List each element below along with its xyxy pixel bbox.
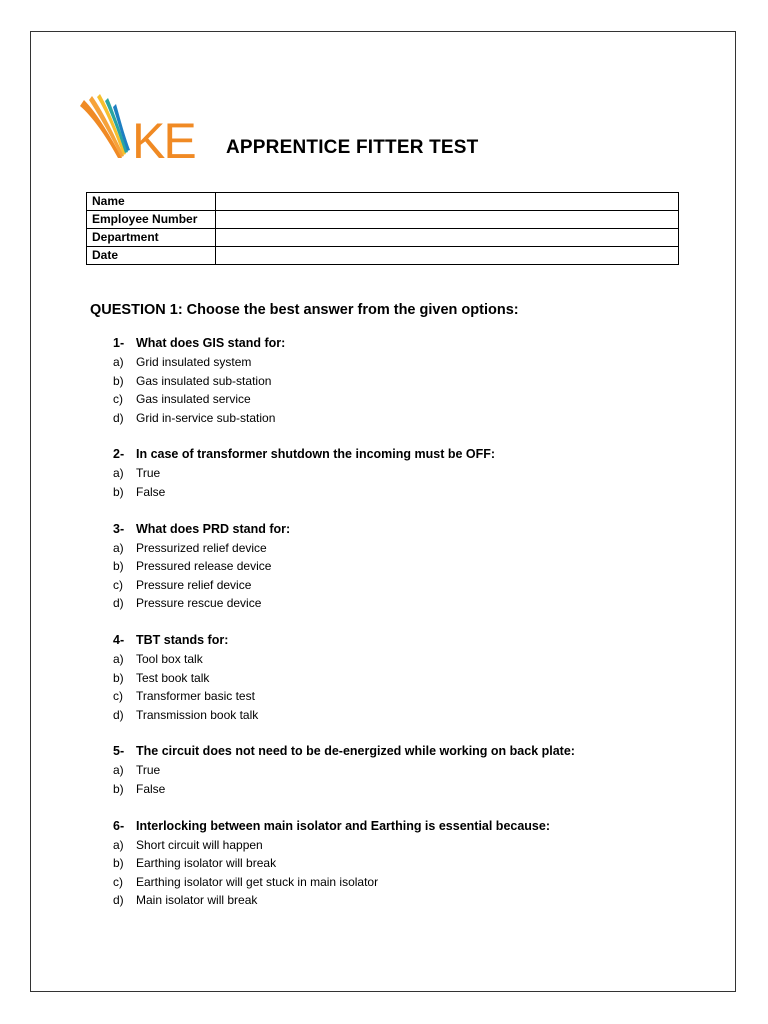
option-text: Earthing isolator will break bbox=[136, 856, 277, 871]
ke-logo bbox=[78, 92, 208, 164]
option-c bbox=[113, 873, 673, 892]
option-text: Gas insulated sub-station bbox=[136, 373, 272, 388]
option-b bbox=[113, 669, 673, 688]
option-text: False bbox=[136, 484, 166, 499]
option-letter: a) bbox=[113, 355, 124, 369]
question-text: What does GIS stand for: bbox=[136, 336, 286, 350]
option-letter: a) bbox=[113, 540, 124, 555]
option-text: Transmission book talk bbox=[136, 707, 259, 722]
question-4 bbox=[113, 631, 673, 724]
option-c bbox=[113, 576, 673, 595]
option-letter: c) bbox=[113, 689, 123, 704]
option-text: Pressure relief device bbox=[136, 577, 252, 592]
question-number: 5- bbox=[113, 744, 125, 759]
question-6 bbox=[113, 817, 673, 910]
department-field[interactable] bbox=[216, 229, 679, 247]
question-text: Interlocking between main isolator and Earthing is essential because: bbox=[136, 818, 551, 833]
question-number: 2- bbox=[113, 447, 125, 462]
question-number: 1- bbox=[113, 336, 125, 350]
option-a bbox=[113, 761, 673, 780]
option-letter: d) bbox=[113, 410, 124, 425]
option-letter: c) bbox=[113, 577, 123, 592]
question-3 bbox=[113, 520, 673, 613]
option-letter: c) bbox=[113, 392, 123, 407]
option-text: Pressured release device bbox=[136, 559, 272, 574]
option-b bbox=[113, 854, 673, 873]
option-letter: a) bbox=[113, 837, 124, 852]
option-letter: a) bbox=[113, 763, 124, 778]
option-text: Pressurized relief device bbox=[136, 540, 267, 555]
table-row bbox=[87, 193, 679, 211]
employee-info-table bbox=[86, 192, 679, 265]
option-letter: a) bbox=[113, 651, 124, 666]
option-letter: b) bbox=[113, 670, 124, 685]
option-a bbox=[113, 539, 673, 558]
name-label: Name bbox=[87, 193, 216, 211]
option-text: Grid insulated system bbox=[136, 355, 252, 369]
table-row bbox=[87, 229, 679, 247]
section-heading: QUESTION 1: Choose the best answer from the given options: bbox=[90, 302, 519, 318]
option-letter: b) bbox=[113, 856, 124, 871]
option-letter: d) bbox=[113, 893, 124, 908]
date-field[interactable] bbox=[216, 247, 679, 265]
option-a bbox=[113, 353, 673, 372]
option-text: Transformer basic test bbox=[136, 689, 255, 704]
table-row bbox=[87, 211, 679, 229]
question-text: The circuit does not need to be de-energized while working on back plate: bbox=[136, 744, 575, 759]
name-field[interactable] bbox=[216, 193, 679, 211]
option-text: Short circuit will happen bbox=[136, 837, 263, 852]
option-d bbox=[113, 891, 673, 910]
employee-number-label: Employee Number bbox=[87, 211, 216, 229]
questions-list bbox=[113, 334, 673, 928]
question-text: In case of transformer shutdown the incoming must be OFF: bbox=[136, 447, 496, 462]
option-letter: b) bbox=[113, 373, 124, 388]
option-a bbox=[113, 650, 673, 669]
option-text: False bbox=[136, 781, 166, 796]
option-text: Test book talk bbox=[136, 670, 210, 685]
option-d bbox=[113, 594, 673, 613]
option-letter: b) bbox=[113, 484, 124, 499]
date-label: Date bbox=[87, 247, 216, 265]
question-2 bbox=[113, 445, 673, 501]
option-letter: a) bbox=[113, 466, 124, 481]
logo-text: KE bbox=[132, 113, 195, 164]
option-c bbox=[113, 390, 673, 409]
option-b bbox=[113, 372, 673, 391]
option-text: True bbox=[136, 466, 161, 481]
option-text: Gas insulated service bbox=[136, 392, 251, 407]
question-number: 3- bbox=[113, 521, 125, 536]
employee-number-field[interactable] bbox=[216, 211, 679, 229]
document-title: APPRENTICE FITTER TEST bbox=[226, 137, 479, 158]
question-text: What does PRD stand for: bbox=[136, 521, 291, 536]
option-c bbox=[113, 687, 673, 706]
option-d bbox=[113, 409, 673, 428]
option-text: Grid in-service sub-station bbox=[136, 410, 276, 425]
option-letter: b) bbox=[113, 559, 124, 574]
question-number: 4- bbox=[113, 632, 125, 647]
option-text: Pressure rescue device bbox=[136, 596, 262, 611]
question-text: TBT stands for: bbox=[136, 632, 229, 647]
department-label: Department bbox=[87, 229, 216, 247]
option-a bbox=[113, 464, 673, 483]
option-d bbox=[113, 706, 673, 725]
option-b bbox=[113, 557, 673, 576]
question-number: 6- bbox=[113, 818, 125, 833]
option-b bbox=[113, 483, 673, 502]
option-b bbox=[113, 780, 673, 799]
question-1 bbox=[113, 334, 673, 427]
table-row bbox=[87, 247, 679, 265]
option-text: Earthing isolator will get stuck in main isolator bbox=[136, 874, 379, 889]
option-text: Tool box talk bbox=[136, 651, 203, 666]
option-letter: c) bbox=[113, 874, 123, 889]
option-text: True bbox=[136, 763, 161, 778]
question-5 bbox=[113, 742, 673, 798]
option-a bbox=[113, 836, 673, 855]
option-letter: d) bbox=[113, 707, 124, 722]
option-text: Main isolator will break bbox=[136, 893, 258, 908]
option-letter: d) bbox=[113, 596, 124, 611]
option-letter: b) bbox=[113, 781, 124, 796]
